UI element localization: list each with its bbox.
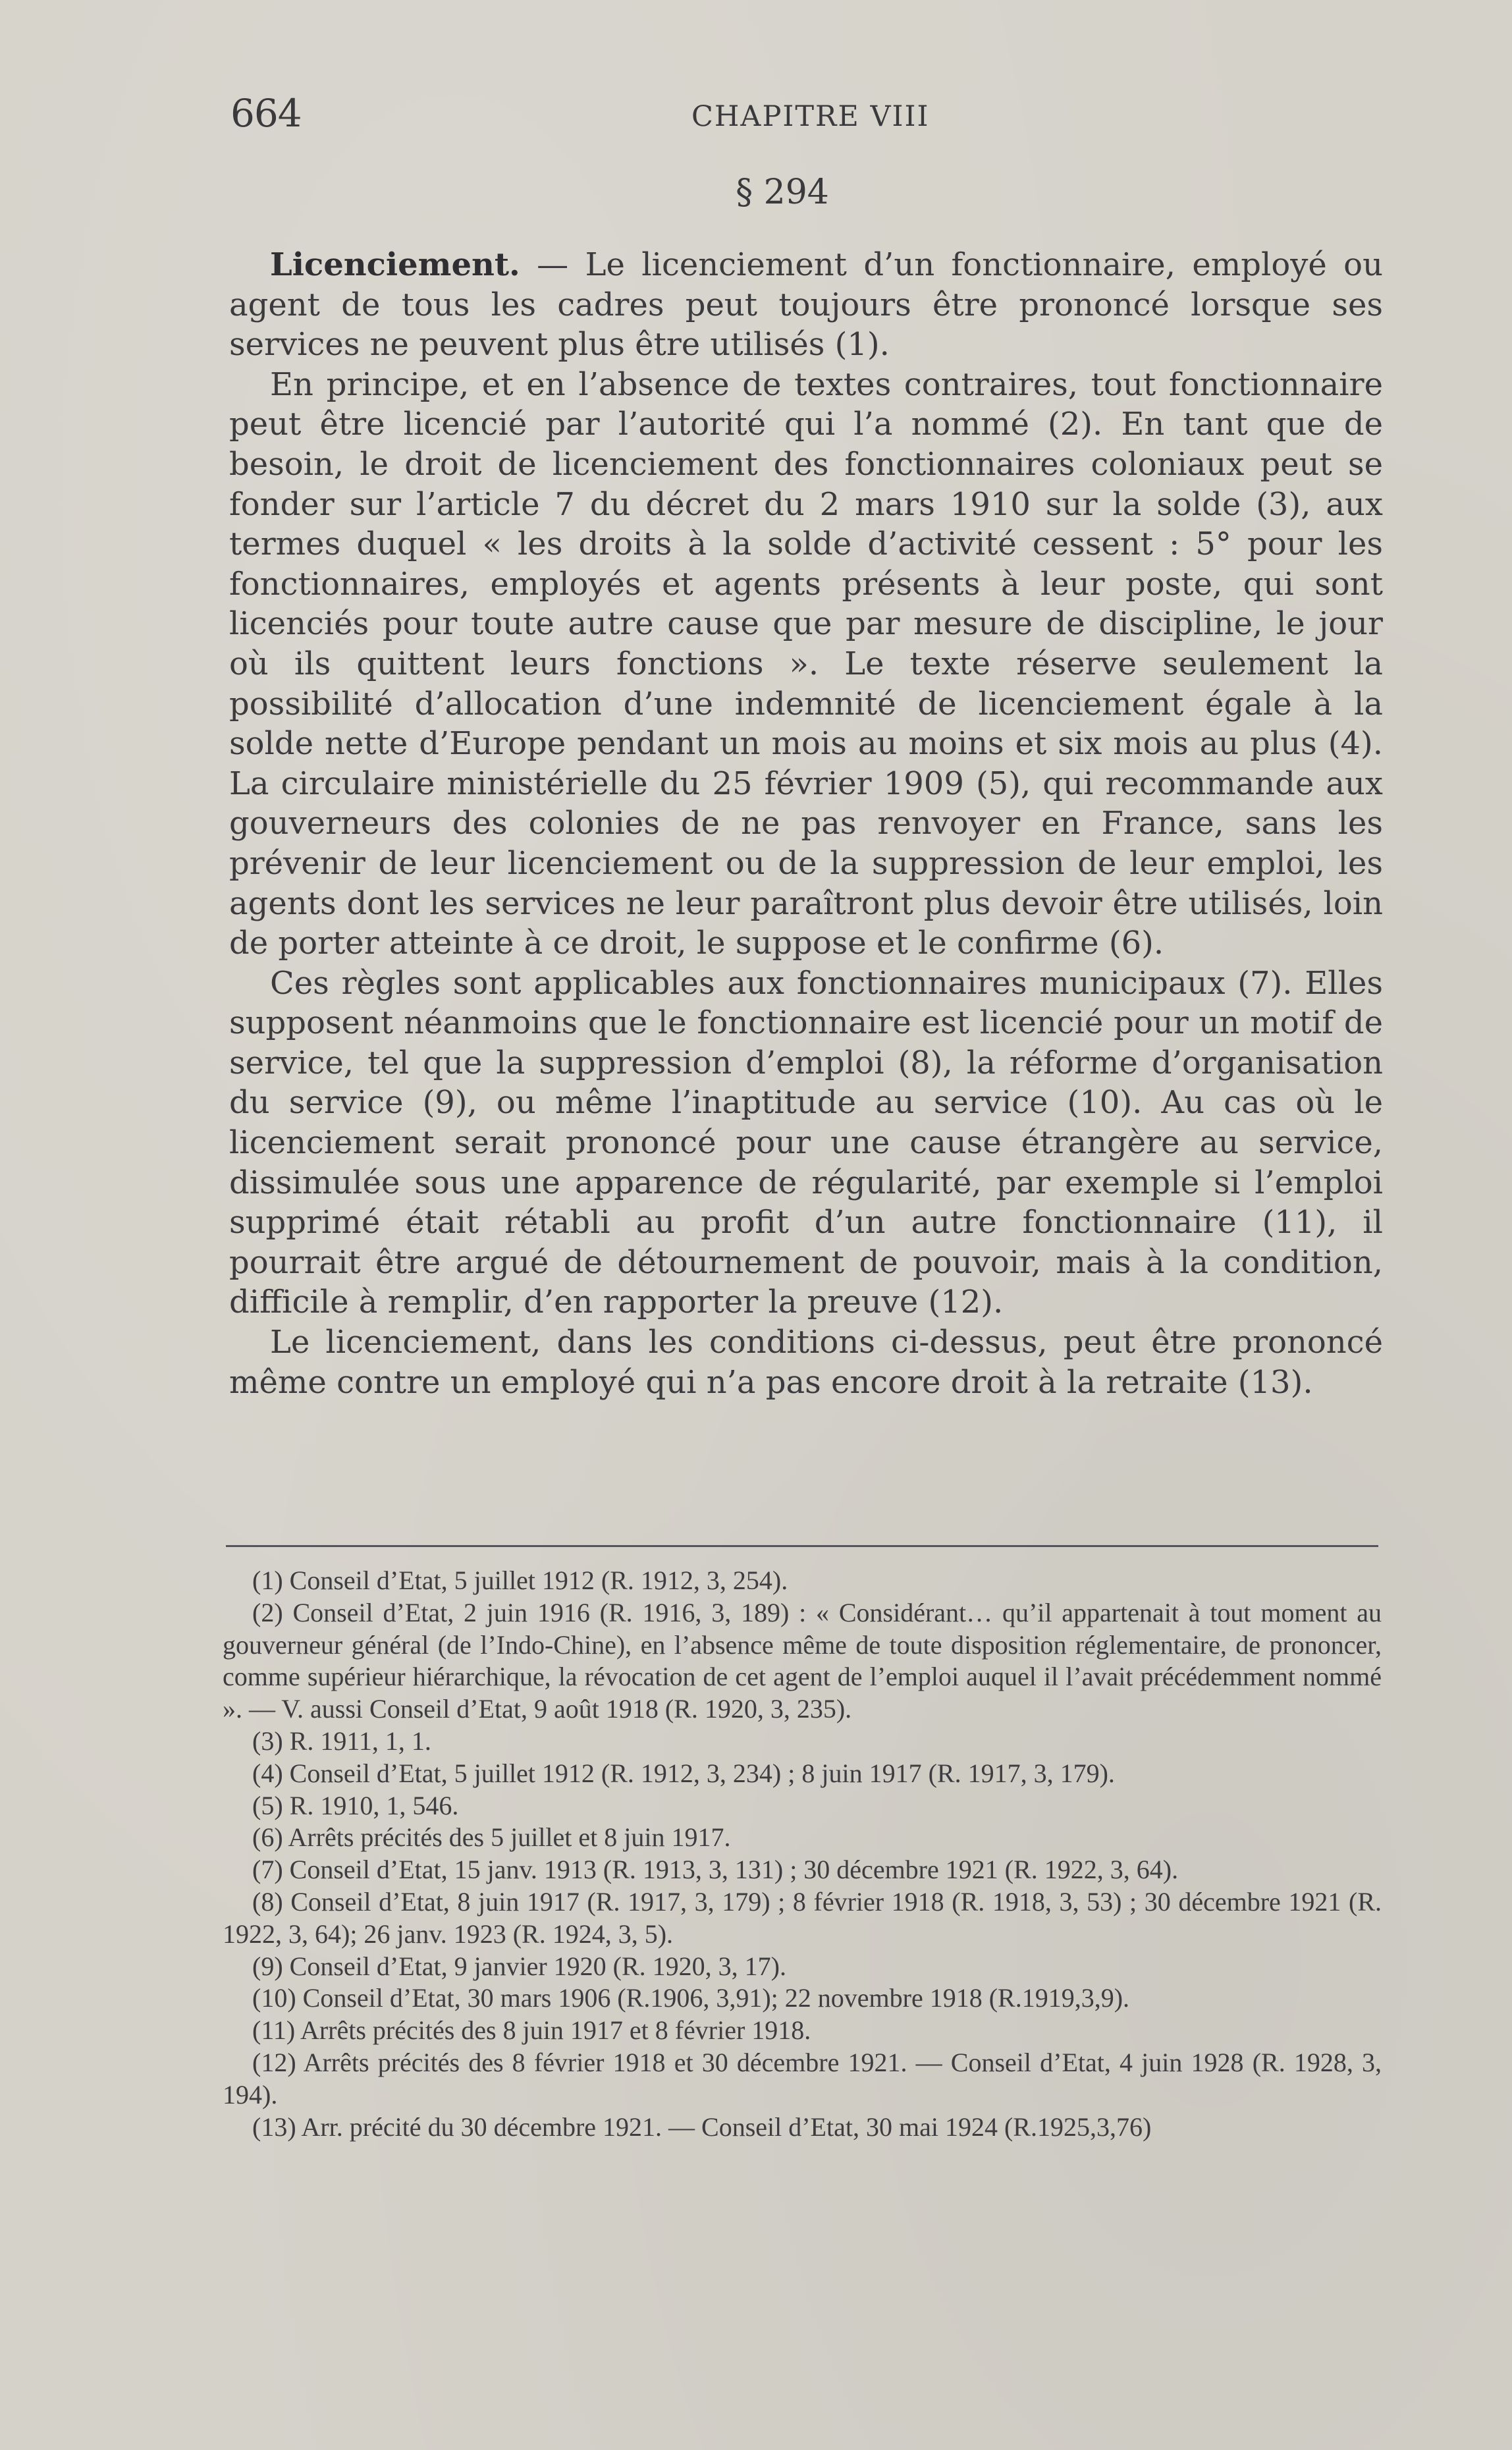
- footnote: (9) Conseil d’Etat, 9 janvier 1920 (R. 1920, 3, 17).: [252, 1951, 786, 1981]
- paragraph-text: — Le licenciement d’un fonctionnaire, employé ou agent de tous les cadres peut toujours être prononcé lorsque ses services ne peuvent plus être utilisés (1).: [229, 246, 1383, 364]
- footnote: (8) Conseil d’Etat, 8 juin 1917 (R. 1917, 3, 179) ; 8 février 1918 (R. 1918, 3, 53) ; 30 décembre 1921 (R. 1922, 3, 64); 26 janv. 1923 (R. 1924, 3, 5).: [223, 1886, 1382, 1949]
- paragraph: [229, 245, 1383, 365]
- footnote: (4) Conseil d’Etat, 5 juillet 1912 (R. 1912, 3, 234) ; 8 juin 1917 (R. 1917, 3, 179).: [252, 1758, 1115, 1788]
- footnote: (11) Arrêts précités des 8 juin 1917 et 8 février 1918.: [252, 2015, 811, 2046]
- footnote: (6) Arrêts précités des 5 juillet et 8 juin 1917.: [252, 1822, 731, 1853]
- footnote: (3) R. 1911, 1, 1.: [252, 1726, 431, 1756]
- footnote: (2) Conseil d’Etat, 2 juin 1916 (R. 1916, 3, 189) : « Considérant… qu’il appartenait à tout moment au gouverneur général (de l’Indo-Chine), en l’absence même de toute disposition réglementaire, de prononcer, comme supérieur hiérarchique, la révocation de cet agent de l’emploi auquel il l’avait précédemment nommé ». — V. aussi Conseil d’Etat, 9 août 1918 (R. 1920, 3, 235).: [223, 1597, 1382, 1724]
- footnote: (1) Conseil d’Etat, 5 juillet 1912 (R. 1912, 3, 254).: [252, 1565, 788, 1595]
- footnote: (13) Arr. précité du 30 décembre 1921. — Conseil d’Etat, 30 mai 1924 (R.1925,3,76): [252, 2111, 1152, 2142]
- footnote: (7) Conseil d’Etat, 15 janv. 1913 (R. 1913, 3, 131) ; 30 décembre 1921 (R. 1922, 3, 64).: [252, 1855, 1179, 1885]
- footnotes: [223, 1565, 1382, 2143]
- footnote: (5) R. 1910, 1, 546.: [252, 1790, 459, 1820]
- footnote-divider: [226, 1545, 1378, 1547]
- main-text: [229, 245, 1383, 1402]
- section-heading: § 294: [736, 173, 829, 212]
- paragraph: Ces règles sont applicables aux fonctionnaires municipaux (7). Elles supposent néanmoins que le fonctionnaire est licencié pour un motif de service, tel que la suppression d’emploi (8), la réforme d’organisation du service (9), ou même l’inaptitude au service (10). Au cas où le licenciement serait prononcé pour une cause étrangère au service, dissimulée sous une apparence de régularité, par exemple si l’emploi supprimé était rétabli au profit d’un autre fonctionnaire (11), il pourrait être argué de détournement de pouvoir, mais à la condition, difficile à remplir, d’en rapporter la preuve (12).: [229, 964, 1383, 1321]
- footnote: (10) Conseil d’Etat, 30 mars 1906 (R.1906, 3,91); 22 novembre 1918 (R.1919,3,9).: [252, 1983, 1130, 2013]
- paragraph: En principe, et en l’absence de textes contraires, tout fonctionnaire peut être licencié par l’autorité qui l’a nommé (2). En tant que de besoin, le droit de licenciement des fonctionnaires coloniaux peut se fonder sur l’article 7 du décret du 2 mars 1910 sur la solde (3), aux termes duquel « les droits à la solde d’activité cessent : 5° pour les fonctionnaires, employés et agents présents à leur poste, qui sont licenciés pour toute autre cause que par mesure de discipline, le jour où ils quittent leurs fonctions ». Le texte réserve seulement la possibilité d’allocation d’une indemnité de licenciement égale à la solde nette d’Europe pendant un mois au moins et six mois au plus (4). La circulaire ministérielle du 25 février 1909 (5), qui recommande aux gouverneurs des colonies de ne pas renvoyer en France, sans les prévenir de leur licenciement ou de la suppression de leur emploi, les agents dont les services ne leur paraîtront plus devoir être utilisés, loin de porter atteinte à ce droit, le suppose et le confirme (6).: [229, 366, 1383, 962]
- footnote: (12) Arrêts précités des 8 février 1918 et 30 décembre 1921. — Conseil d’Etat, 4 juin 1928 (R. 1928, 3, 194).: [223, 2047, 1382, 2110]
- running-header: [230, 91, 1383, 150]
- page-number: 664: [230, 91, 302, 136]
- paragraph: Le licenciement, dans les conditions ci-dessus, peut être prononcé même contre un employé qui n’a pas encore droit à la retraite (13).: [229, 1324, 1383, 1401]
- chapter-title: CHAPITRE VIII: [691, 100, 930, 133]
- paragraph-lead-title: Licenciement.: [270, 246, 520, 283]
